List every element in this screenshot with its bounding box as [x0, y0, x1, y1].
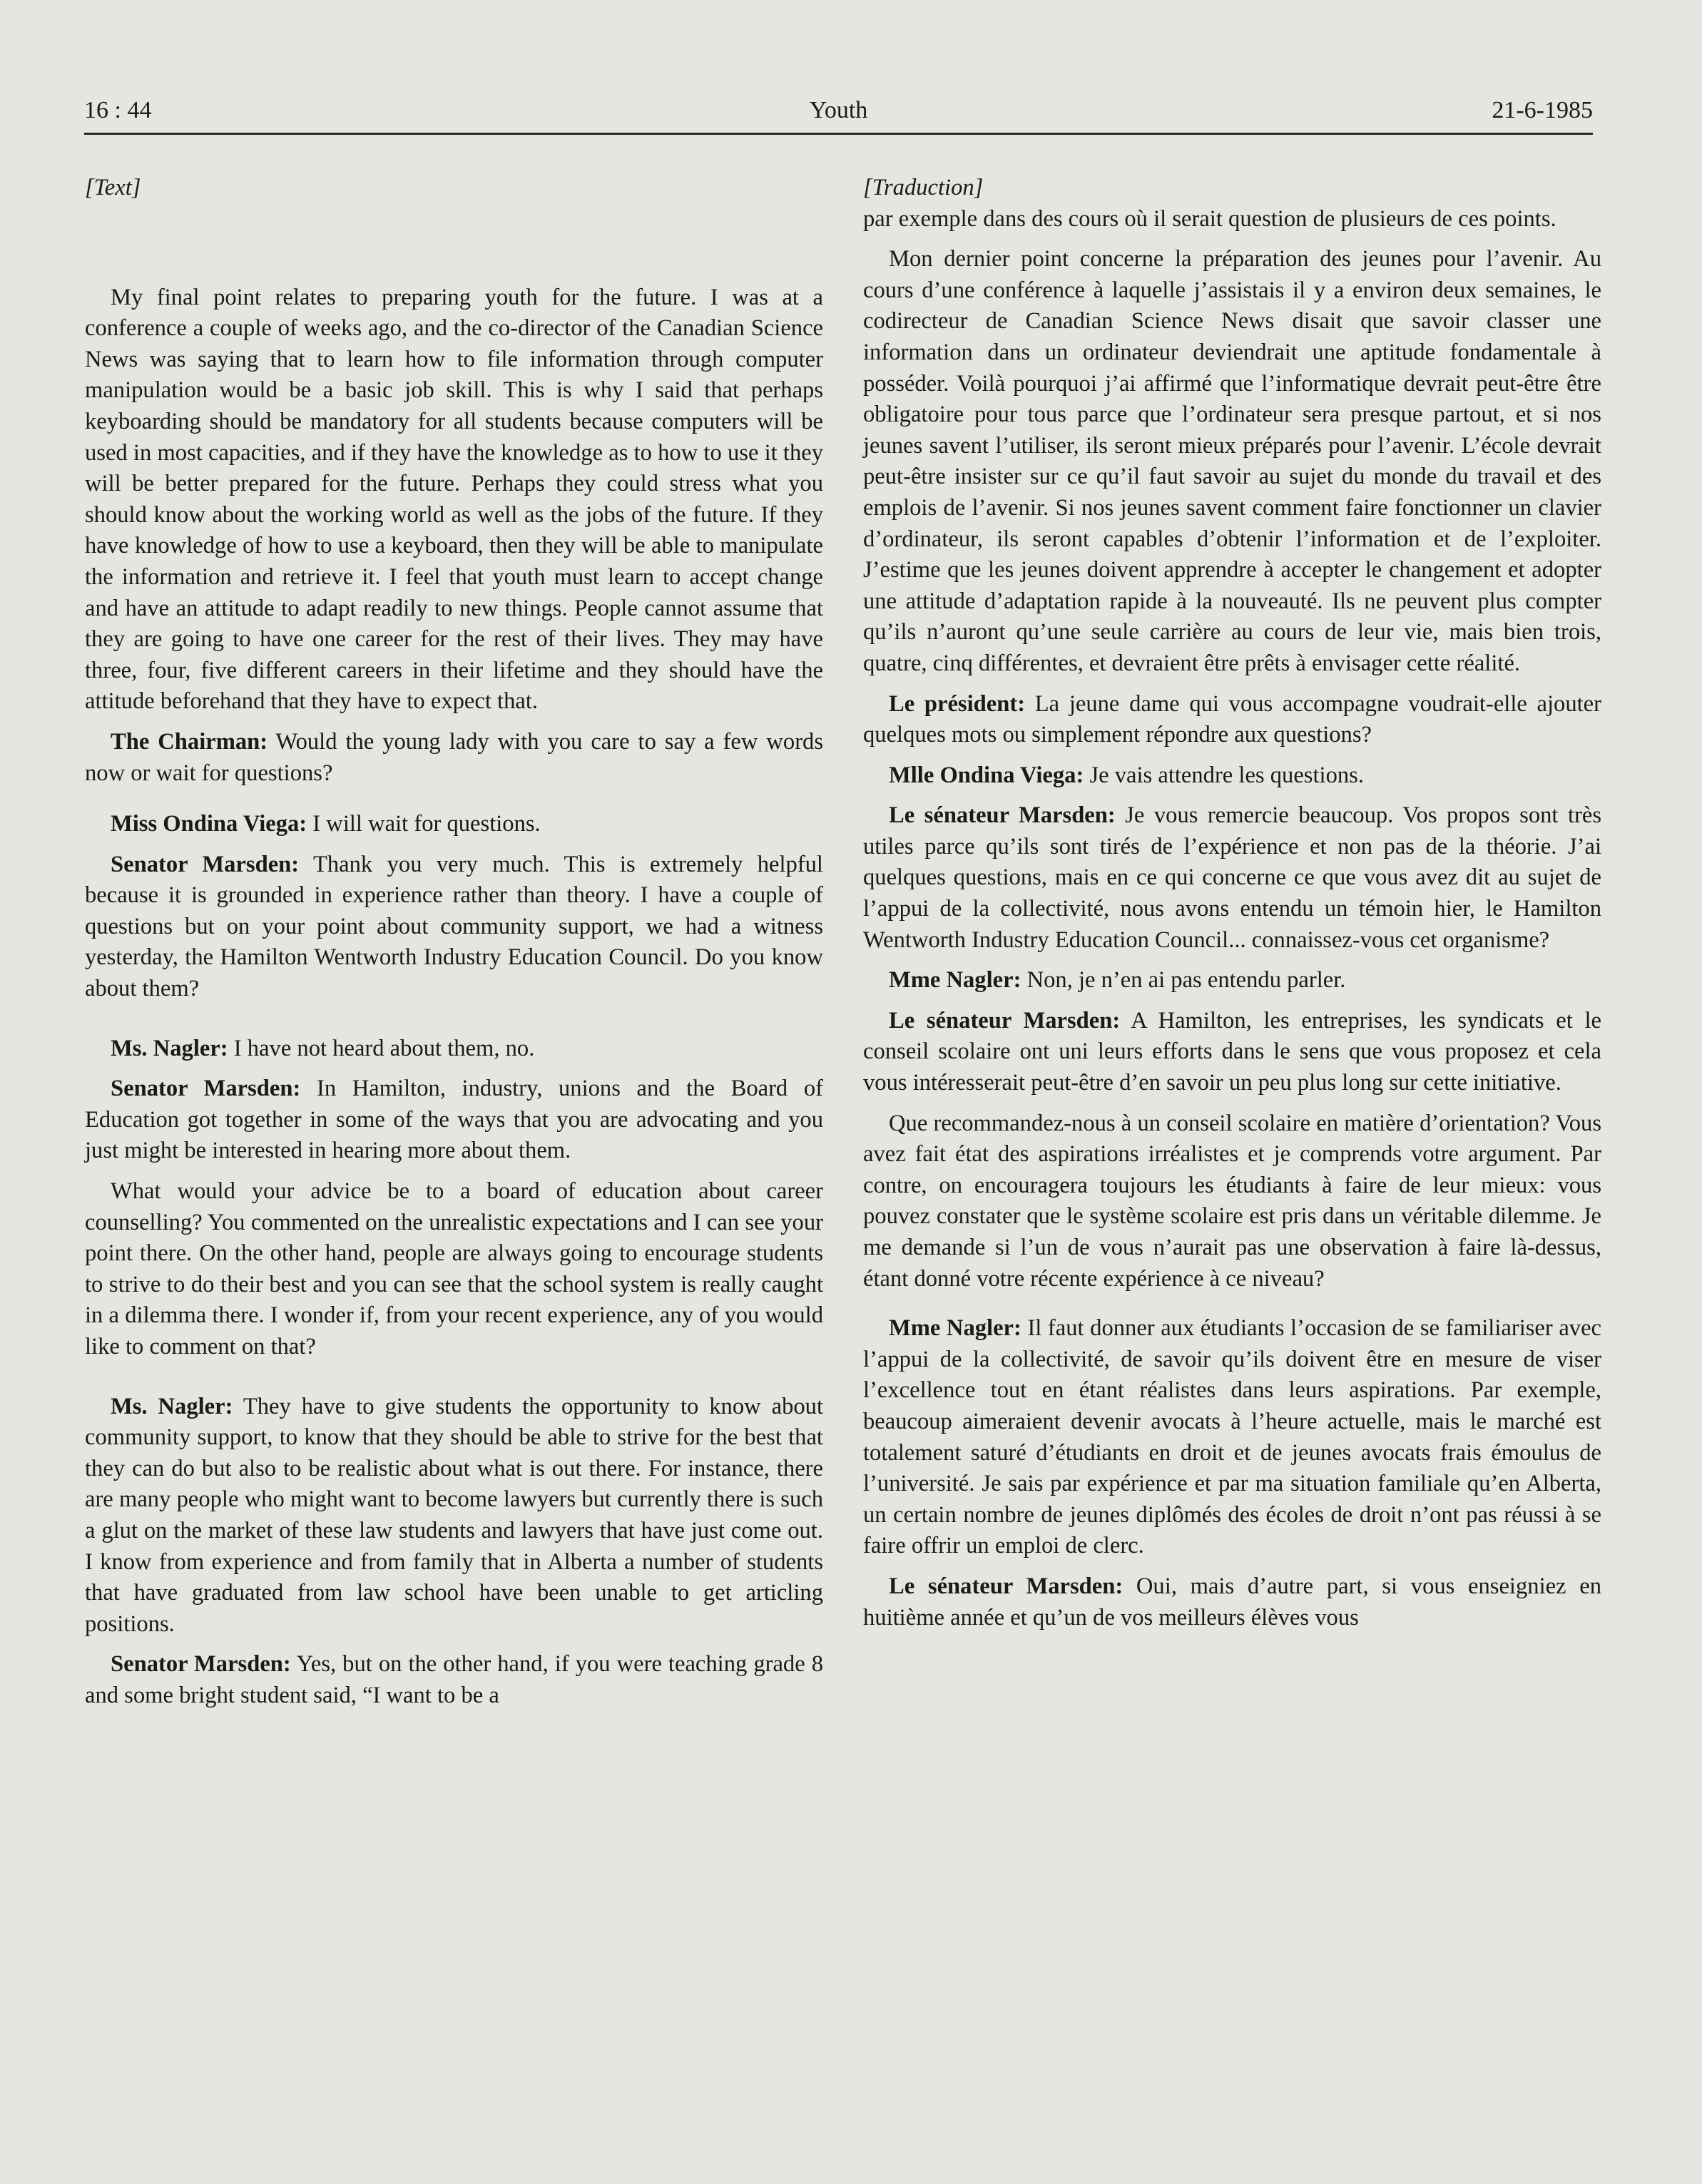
paragraph: Senator Marsden: Thank you very much. This is extremely helpful because it is grounded in experience rather than theory. I have a couple of questions but on your point about community support, we had a witness yesterday, the Hamilton Wentworth Industry Education Council. Do you know about them?	[85, 851, 823, 1002]
speaker-name: Ms. Nagler:	[111, 1035, 228, 1061]
speaker-name: Le président:	[889, 690, 1026, 717]
paragraph: Le sénateur Marsden: Je vous remercie beaucoup. Vos propos sont très utiles parce qu’ils sont tirés de l’expérience et non pas de la théorie. J’ai quelques questions, mais en ce qui concerne ce que vous avez dit au sujet de l’appui de la collectivité, nous avons entendu un témoin hier, le Hamilton Wentworth Industry Education Council... connaissez-vous cet organisme?	[863, 802, 1601, 953]
english-column	[85, 173, 823, 1721]
paragraph: Mlle Ondina Viega: Je vais attendre les questions.	[889, 762, 1364, 788]
french-column	[863, 173, 1601, 1643]
paragraph: par exemple dans des cours où il serait question de plusieurs de ces points.	[863, 205, 1556, 232]
paragraph: Le président: La jeune dame qui vous accompagne voudrait-elle ajouter quelques mots ou simplement répondre aux questions?	[863, 690, 1601, 748]
paragraph: Mme Nagler: Il faut donner aux étudiants l’occasion de se familiariser avec l’appui de la collectivité, de savoir qu’ils doivent être en mesure de viser l’excellence tout en étant réalistes dans leurs aspirations. Par exemple, beaucoup aimeraient devenir avocats à l’heure actuelle, mais le marché est totalement saturé d’étudiants en droit et de jeunes avocats frais émoulus de l’université. Je sais par expérience et par ma situation familiale qu’en Alberta, un certain nombre de jeunes diplômés des écoles de droit n’ont pas réussi à se faire offrir un emploi de clerc.	[863, 1315, 1601, 1559]
speaker-name: Mme Nagler:	[889, 967, 1021, 994]
paragraph: Que recommandez-nous à un conseil scolaire en matière d’orientation? Vous avez fait état des aspirations irréalistes et je comprends votre argument. Par contre, on encouragera toujours les étudiants à faire de leur mieux: vous pouvez constater que le système scolaire est pris dans un véritable dilemme. Je me demande si l’un de vous n’aurait pas une observation à faire là-dessus, étant donné votre récente expérience à ce niveau?	[863, 1110, 1601, 1292]
paragraph: My final point relates to preparing youth for the future. I was at a conference a couple of weeks ago, and the co-director of the Canadian Science News was saying that to learn how to file information through computer manipulation would be a basic job skill. This is why I said that perhaps keyboarding should be mandatory for all students because computers will be used in most capacities, and if they have the knowledge as to how to use it they will be better prepared for the future. Perhaps they could stress what you should know about the working world as well as the jobs of the future. If they have knowledge of how to use a keyboard, then they will be able to manipulate the information and retrieve it. I feel that youth must learn to accept change and have an attitude to adapt readily to new things. People cannot assume that they are going to have one career for the rest of their lives. They may have three, four, five different careers in their lifetime and they should have the attitude beforehand that they have to expect that.	[85, 284, 823, 715]
speaker-name: Le sénateur Marsden:	[889, 802, 1116, 829]
paragraph: Senator Marsden: In Hamilton, industry, unions and the Board of Education got together in some of the ways that you are advocating and you just might be interested in hearing more about them.	[85, 1076, 823, 1164]
header-title: Youth	[809, 97, 868, 123]
speaker-name: Senator Marsden:	[111, 1076, 301, 1102]
paragraph: What would your advice be to a board of education about career counselling? You commented on the unrealistic expectations and I can see your point there. On the other hand, people are always going to encourage students to strive to do their best and you can see that the school system is really caught in a dilemma there. I wonder if, from your recent experience, any of you would like to comment on that?	[85, 1178, 823, 1359]
speaker-name: Mme Nagler:	[889, 1315, 1021, 1342]
running-header	[84, 94, 1593, 135]
paragraph: Mme Nagler: Non, je n’en ai pas entendu parler.	[889, 967, 1346, 994]
page-number: 16 : 44	[84, 97, 152, 123]
speaker-name: Senator Marsden:	[111, 851, 300, 877]
english-label: [Text]	[85, 175, 141, 200]
speaker-name: Le sénateur Marsden:	[889, 1573, 1123, 1599]
paragraph: Miss Ondina Viega: I will wait for questions.	[111, 811, 541, 837]
paragraph: Le sénateur Marsden: A Hamilton, les entreprises, les syndicats et le conseil scolaire ont uni leurs efforts dans le sens que vous proposez et cela vous intéresserait peut-être d’en savoir un peu plus long sur cette initiative.	[863, 1007, 1601, 1096]
speaker-name: Le sénateur Marsden:	[889, 1007, 1121, 1034]
paragraph: Senator Marsden: Yes, but on the other hand, if you were teaching grade 8 and some bright student said, “I want to be a	[85, 1651, 823, 1708]
speaker-name: Ms. Nagler:	[111, 1393, 233, 1419]
paragraph: Ms. Nagler: They have to give students the opportunity to know about community support, to know that they should be able to strive for the best that they can do but also to be realistic about what is out there. For instance, there are many people who might want to become lawyers but currently there is such a glut on the market of these law students and lawyers that have just come out. I know from experience and from family that in Alberta a number of students that have graduated from law school have been unable to get articling positions.	[85, 1393, 823, 1637]
speaker-name: Senator Marsden:	[111, 1651, 291, 1678]
french-label: [Traduction]	[863, 175, 984, 200]
speaker-name: Miss Ondina Viega:	[111, 811, 307, 837]
paragraph: The Chairman: Would the young lady with you care to say a few words now or wait for questions?	[85, 728, 824, 786]
speaker-name: Mlle Ondina Viega:	[889, 762, 1084, 788]
header-date: 21-6-1985	[1492, 97, 1593, 123]
speaker-name: The Chairman:	[111, 728, 268, 755]
paragraph: Mon dernier point concerne la préparation des jeunes pour l’avenir. Au cours d’une conférence à laquelle j’assistais il y a environ deux semaines, le codirecteur de Canadian Science News disait que savoir classer une information dans un ordinateur deviendrait une aptitude fondamentale à posséder. Voilà pourquoi j’ai affirmé que l’informatique devrait peut-être être obligatoire pour tous parce que l’ordinateur sera presque partout, et si nos jeunes savent l’utiliser, ils seront mieux préparés pour l’avenir. L’école devrait peut-être insister sur ce qu’il faut savoir au sujet du monde du travail et des emplois de l’avenir. Si nos jeunes savent comment faire fonctionner un clavier d’ordinateur, ils seront capables d’obtenir l’information et de l’exploiter. J’estime que les jeunes doivent apprendre à accepter le changement et adopter une attitude d’adaptation rapide à la nouveauté. Ils ne peuvent plus compter qu’ils n’auront qu’une seule carrière au cours de leur vie, mais bien trois, quatre, cinq différentes, et devraient être prêts à envisager cette réalité.	[863, 246, 1601, 676]
paragraph: Ms. Nagler: I have not heard about them, no.	[111, 1035, 535, 1061]
paragraph: Le sénateur Marsden: Oui, mais d’autre part, si vous enseigniez en huitième année et qu’un de vos meilleurs élèves vous	[863, 1573, 1601, 1631]
